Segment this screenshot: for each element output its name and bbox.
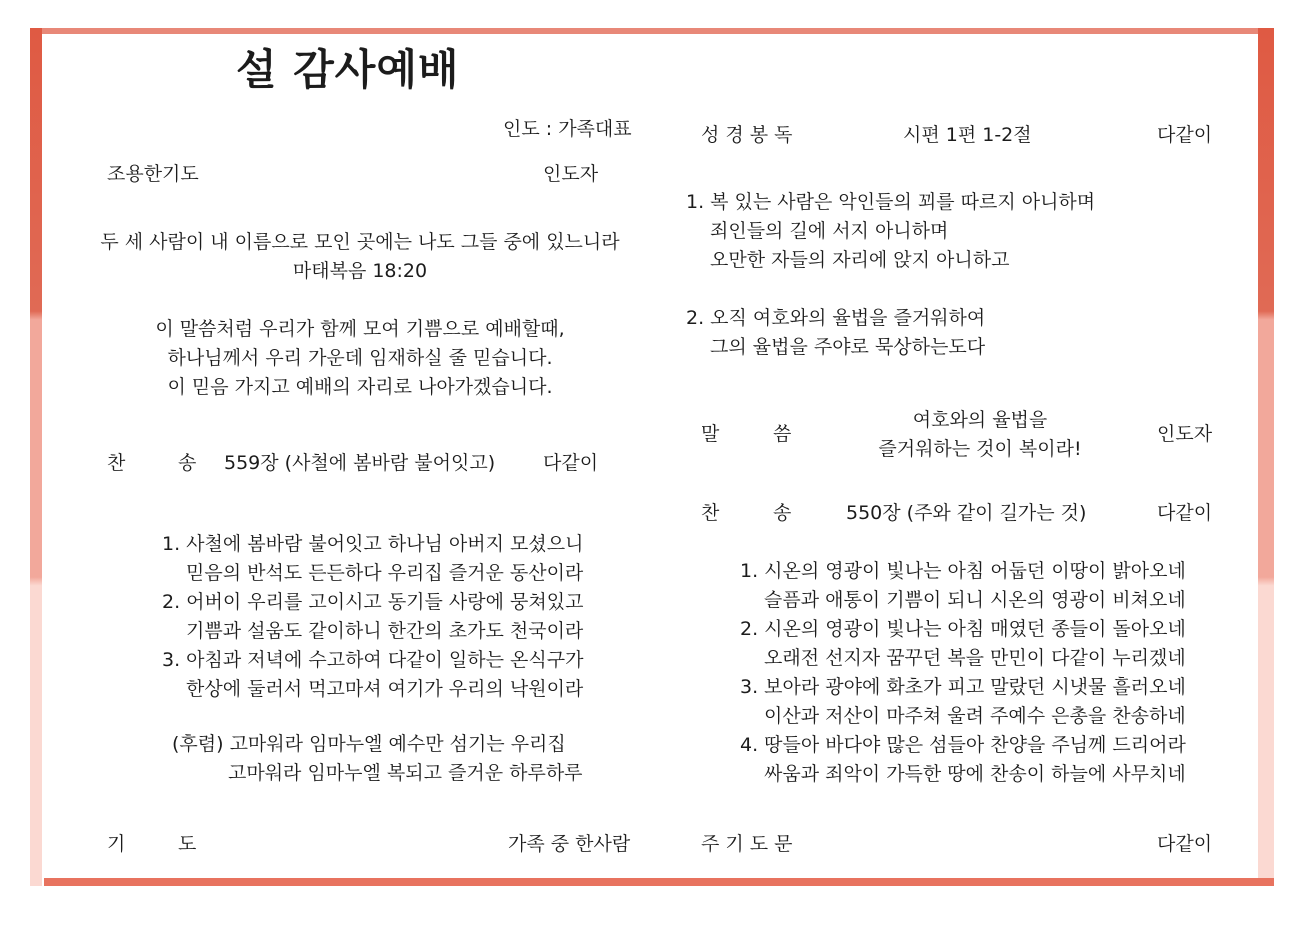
sermon-label-2: 씀 [773,423,792,445]
lyric-line: 4. 땅들아 바다야 많은 섬들아 찬양을 주님께 드리어라 [740,734,1186,756]
sermon-title-line: 여호와의 율법을 [912,409,1048,431]
lyric-line: 슬픔과 애통이 기쁨이 되니 시온의 영광이 비쳐오네 [764,589,1186,611]
silent-prayer-by: 인도자 [543,163,599,185]
lyric-line: 2. 어버이 우리를 고이시고 동기들 사랑에 뭉쳐있고 [162,591,584,613]
reading-ref: 시편 1편 1-2절 [903,124,1032,146]
psalm-line: 2. 오직 여호와의 율법을 즐거워하여 [686,307,986,329]
lyric-line: 기쁨과 설움도 같이하니 한간의 초가도 천국이라 [186,620,584,642]
page-title: 설 감사예배 [236,45,460,94]
border-bottom [44,878,1274,886]
hymn-label-2: 송 [178,452,197,474]
hymn2-label-1: 찬 [701,502,720,524]
psalm-line: 1. 복 있는 사람은 악인들의 꾀를 따르지 아니하며 [686,191,1096,213]
psalm-line: 죄인들의 길에 서지 아니하며 [710,220,949,242]
opening-words [100,315,620,402]
opening-line: 이 믿음 가지고 예배의 자리로 나아가겠습니다. [167,376,553,398]
psalm-line: 오만한 자들의 자리에 앉지 아니하고 [710,249,1010,271]
lyric-line: 3. 아침과 저녁에 수고하여 다같이 일하는 온식구가 [162,649,584,671]
sermon-title [830,406,1130,464]
prayer-label-2: 도 [178,833,197,855]
lyric-line: 싸움과 죄악이 가득한 땅에 찬송이 하늘에 사무치네 [764,763,1186,785]
sermon-by: 인도자 [1157,423,1213,445]
verse-text: 두 세 사람이 내 이름으로 모인 곳에는 나도 그들 중에 있느니라 [100,231,620,253]
hymn-by: 다같이 [543,452,599,474]
refrain-line: 고마워라 임마누엘 복되고 즐거운 하루하루 [228,762,583,784]
refrain-line: (후렴) 고마워라 임마누엘 예수만 섬기는 우리집 [172,733,566,755]
border-right [1258,28,1274,886]
lyric-line: 2. 시온의 영광이 빛나는 아침 매였던 종들이 돌아오네 [740,618,1186,640]
hymn-label-1: 찬 [107,452,126,474]
leader-label: 인도 : 가족대표 [503,118,632,140]
verse-ref: 마태복음 18:20 [292,260,428,282]
opening-line: 이 말씀처럼 우리가 함께 모여 기쁨으로 예배할때, [155,318,565,340]
lyric-line: 한상에 둘러서 먹고마셔 여기가 우리의 낙원이라 [186,678,584,700]
hymn2-lyrics [740,557,1186,789]
lyric-line: 이산과 저산이 마주쳐 울려 주예수 은총을 찬송하네 [764,705,1186,727]
reading-by: 다같이 [1157,124,1213,146]
prayer-label-1: 기 [107,833,126,855]
border-top [30,28,1274,34]
refrain [172,730,583,788]
lyric-line: 3. 보아라 광야에 화초가 피고 말랐던 시냇물 흘러오네 [740,676,1186,698]
border-left [30,28,42,886]
hymn2-number: 550장 (주와 같이 길가는 것) [846,502,1087,524]
psalm-text [686,188,1095,362]
hymn-lyrics [162,530,583,704]
lyric-line: 믿음의 반석도 든든하다 우리집 즐거운 동산이라 [186,562,584,584]
lyric-line: 1. 사철에 봄바람 불어잇고 하나님 아버지 모셨으니 [162,533,584,555]
sermon-title-line: 즐거워하는 것이 복이라! [878,438,1082,460]
lyric-line: 오래전 선지자 꿈꾸던 복을 만민이 다같이 누리겠네 [764,647,1186,669]
hymn-number: 559장 (사철에 봄바람 불어잇고) [224,452,496,474]
prayer-by: 가족 중 한사람 [508,833,631,855]
lords-prayer-by: 다같이 [1157,833,1213,855]
psalm-line: 그의 율법을 주야로 묵상하는도다 [710,336,986,358]
silent-prayer-label: 조용한기도 [107,163,199,185]
verse-block [100,228,620,286]
lyric-line: 1. 시온의 영광이 빛나는 아침 어둡던 이땅이 밝아오네 [740,560,1186,582]
hymn2-label-2: 송 [773,502,792,524]
reading-label: 성 경 봉 독 [701,124,793,146]
sermon-label-1: 말 [701,423,720,445]
hymn2-by: 다같이 [1157,502,1213,524]
opening-line: 하나님께서 우리 가운데 임재하실 줄 믿습니다. [167,347,553,369]
lords-prayer-label: 주 기 도 문 [701,833,793,855]
